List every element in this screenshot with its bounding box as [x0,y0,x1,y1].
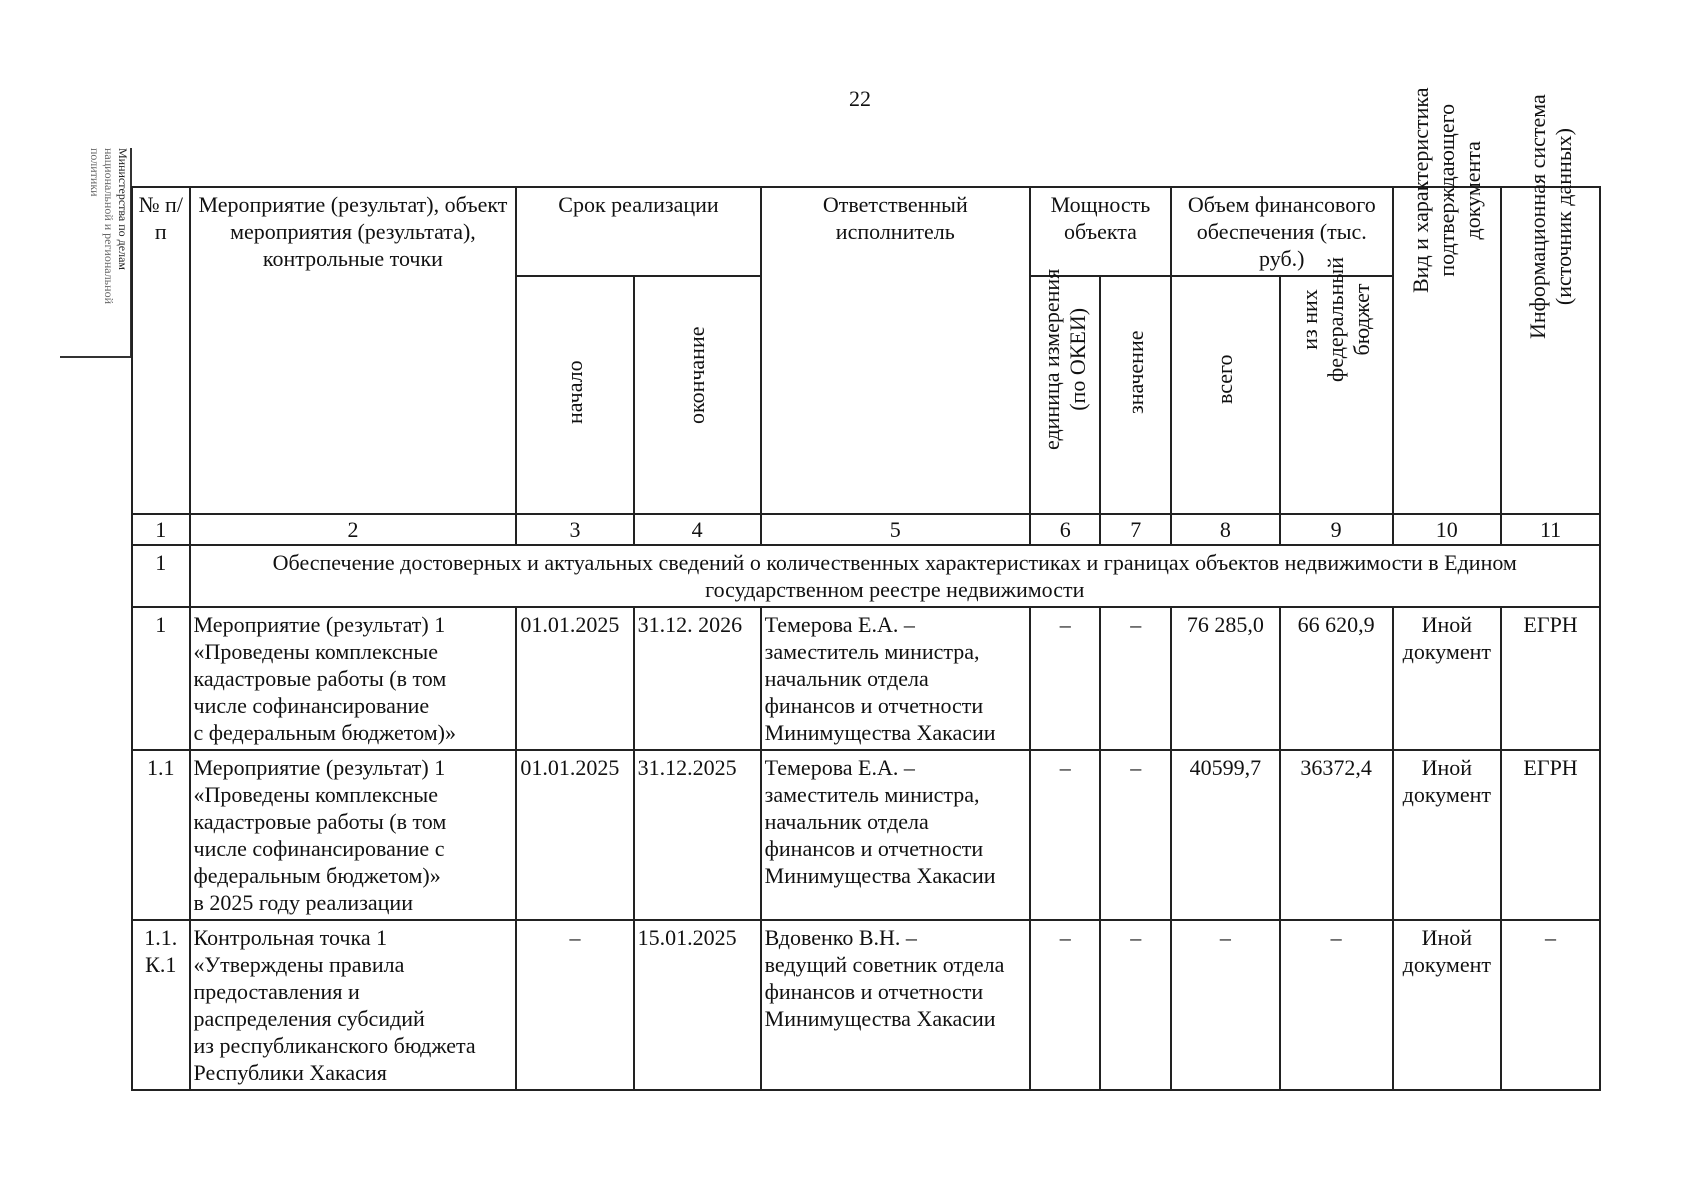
column-number: 3 [516,514,633,545]
header-funding: Объем финансового обеспечения (тыс. руб.) [1171,187,1392,276]
responsible-line: начальник отдела [764,809,929,834]
header-responsible: Ответственный исполнитель [761,187,1030,514]
system-cell: ЕГРН [1501,750,1600,920]
responsible-line: Темерова Е.А. – [764,755,915,780]
start-date: – [516,920,633,1090]
header-unit-line-1: единица измерения [1039,268,1065,450]
column-number: 10 [1393,514,1502,545]
table-row [132,607,1600,750]
responsible-line: ведущий советник отдела [764,952,1005,977]
document-line: документ [1402,952,1491,977]
system-cell: – [1501,920,1600,1090]
responsible-line: Минимущества Хакасии [764,1006,996,1031]
unit-cell: – [1030,920,1101,1090]
event-line: числе софинансирование [193,693,430,718]
column-number: 11 [1501,514,1600,545]
event-line: Мероприятие (результат) 1 [193,755,446,780]
responsible-line: заместитель министра, [764,782,980,807]
event-cell [190,750,517,920]
event-line: кадастровые работы (в том [193,666,447,691]
federal-cell: – [1280,920,1393,1090]
column-number: 6 [1030,514,1101,545]
row-number [132,920,190,1090]
document-cell [1393,607,1502,750]
column-number: 1 [132,514,190,545]
column-number: 9 [1280,514,1393,545]
event-line: кадастровые работы (в том [193,809,447,834]
event-line: «Утверждены правила [193,952,405,977]
column-number: 2 [190,514,517,545]
header-end [634,276,761,514]
total-cell: 76 285,0 [1171,607,1280,750]
header-start [516,276,633,514]
document-line: Иной [1421,925,1473,950]
row-number: 1 [132,607,190,750]
responsible-line: Минимущества Хакасии [764,863,996,888]
header-document-line-1: Вид и характеристика [1407,87,1433,293]
unit-cell: – [1030,607,1101,750]
header-unit-line-2: (по ОКЕИ) [1065,307,1091,411]
end-date: 15.01.2025 [634,920,761,1090]
responsible-line: финансов и отчетности [764,836,984,861]
start-date: 01.01.2025 [516,607,633,750]
header-document [1393,87,1502,514]
table-row [132,750,1600,920]
header-total [1171,276,1280,514]
document-line: документ [1402,782,1491,807]
header-federal-line-3: бюджет [1349,283,1375,356]
side-stamp [60,148,132,358]
responsible-line: заместитель министра, [764,639,980,664]
plan-table [131,87,1601,1091]
table-row [132,920,1600,1090]
header-document-line-2: подтверждающего [1433,103,1459,277]
row-number-line: К.1 [145,952,177,977]
header-event: Мероприятие (результат), объект мероприятия (результата), контрольные точки [190,187,517,514]
responsible-line: начальник отдела [764,666,929,691]
page-number: 22 [849,86,871,111]
event-line: Контрольная точка 1 [193,925,388,950]
column-numbers-row [132,514,1600,545]
header-value-label: значение [1122,330,1148,414]
responsible-line: Минимущества Хакасии [764,720,996,745]
event-line: числе софинансирование с [193,836,445,861]
document-line: Иной [1421,612,1473,637]
event-cell [190,607,517,750]
federal-cell: 36372,4 [1280,750,1393,920]
header-document-line-3: документа [1459,141,1485,240]
header-period: Срок реализации [516,187,760,276]
end-date: 31.12.2025 [634,750,761,920]
header-info-system-line-2: (источник данных) [1550,128,1576,306]
row-number: 1.1 [132,750,190,920]
row-number-line: 1.1. [144,925,178,950]
start-date: 01.01.2025 [516,750,633,920]
header-end-label: окончание [684,326,710,424]
value-cell: – [1100,607,1171,750]
responsible-cell [761,920,1030,1090]
header-capacity: Мощность объекта [1030,187,1171,276]
column-number: 7 [1100,514,1171,545]
unit-cell: – [1030,750,1101,920]
stamp-line-1: Министерства по делам [116,148,130,270]
section-title: Обеспечение достоверных и актуальных сведений о количественных характеристиках и границах объектов недвижимости в Едином государственном реестре недвижимости [190,545,1600,607]
event-line: федеральным бюджетом)» [193,863,441,888]
header-total-label: всего [1212,354,1238,404]
event-line: предоставления и [193,979,360,1004]
document-line: документ [1402,639,1491,664]
responsible-cell [761,750,1030,920]
value-cell: – [1100,750,1171,920]
event-line: с федеральным бюджетом)» [193,720,456,745]
event-line: Мероприятие (результат) 1 [193,612,446,637]
column-number: 8 [1171,514,1280,545]
event-line: в 2025 году реализации [193,890,413,915]
section-row [132,545,1600,607]
event-line: Республики Хакасия [193,1060,387,1085]
system-cell: ЕГРН [1501,607,1600,750]
end-date: 31.12. 2026 [634,607,761,750]
document-cell [1393,750,1502,920]
header-info-system [1501,94,1600,514]
value-cell: – [1100,920,1171,1090]
event-line: «Проведены комплексные [193,782,438,807]
event-cell [190,920,517,1090]
header-federal-line-1: из них [1297,289,1323,350]
event-line: распределения субсидий [193,1006,425,1031]
total-cell: 40599,7 [1171,750,1280,920]
column-number: 4 [634,514,761,545]
header-info-system-line-1: Информационная система [1524,94,1550,339]
header-unit [1030,268,1101,514]
event-line: из республиканского бюджета [193,1033,476,1058]
section-number: 1 [132,545,190,607]
stamp-line-2: национальной и региональной [102,148,116,304]
total-cell: – [1171,920,1280,1090]
header-start-label: начало [561,360,587,424]
header-value [1100,276,1171,514]
column-number: 5 [761,514,1030,545]
responsible-line: Темерова Е.А. – [764,612,915,637]
header-federal-line-2: федеральный [1323,257,1349,382]
document-cell [1393,920,1502,1090]
responsible-line: финансов и отчетности [764,979,984,1004]
responsible-line: Вдовенко В.Н. – [764,925,917,950]
federal-cell: 66 620,9 [1280,607,1393,750]
stamp-line-3: политики [88,148,102,197]
header-federal [1280,257,1393,514]
responsible-cell [761,607,1030,750]
header-num: № п/п [132,187,190,514]
header-row-1 [132,187,1600,276]
document-line: Иной [1421,755,1473,780]
stamp-text [88,148,130,348]
responsible-line: финансов и отчетности [764,693,984,718]
event-line: «Проведены комплексные [193,639,438,664]
